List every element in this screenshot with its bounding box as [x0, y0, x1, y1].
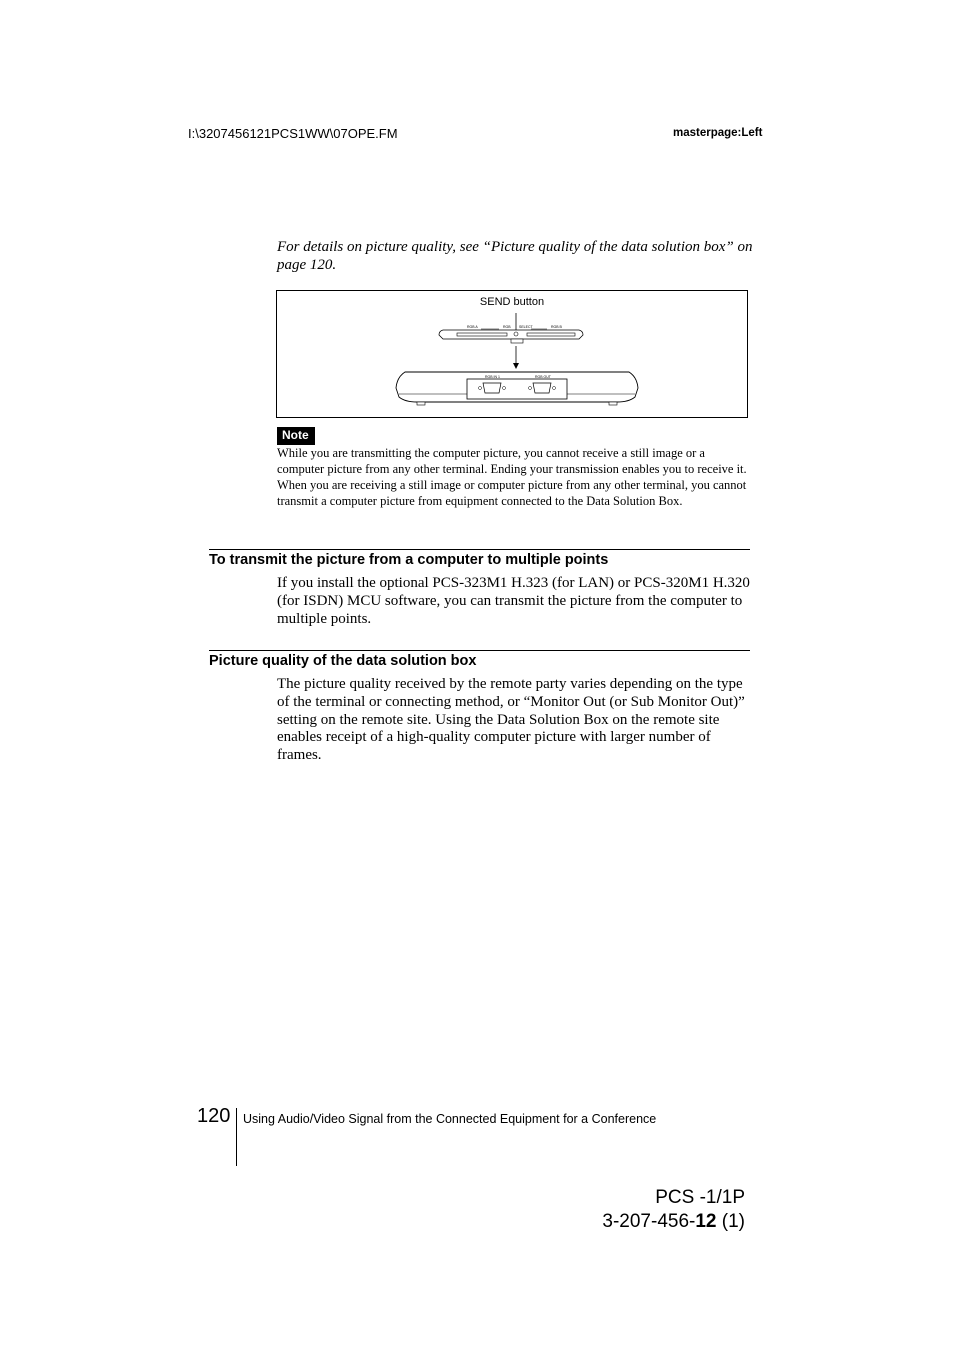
footer-title: Using Audio/Video Signal from the Connected Equipment for a Conference [243, 1112, 657, 1126]
part-number-suffix: (1) [716, 1211, 745, 1232]
section-divider [209, 650, 750, 651]
section-body-picture-quality: The picture quality received by the remote party varies depending on the type of the terminal or connecting method, or “Monitor Out (or Sub Monitor Out)” setting on the remote site. Using the Data Solution Box on the remote site enables receipt of a high-quality computer picture with larger number of frames. [277, 676, 745, 764]
part-number-prefix: 3-207-456- [602, 1211, 696, 1232]
panel-label-rgb-a: RGB A [467, 325, 478, 329]
reference-note: For details on picture quality, see “Picture quality of the data solution box” on page 120. [277, 239, 753, 273]
section-divider [209, 549, 750, 550]
send-button-label: SEND button [479, 296, 545, 308]
note-text: While you are transmitting the computer picture, you cannot receive a still image or a computer picture from any other terminal. Ending your transmission enables you to receive it. When you are receiving a still image or computer picture from any other terminal, you cannot transmit a computer picture from equipment connected to the Data Solution Box. [277, 446, 747, 508]
part-number [602, 1210, 745, 1234]
part-number-bold: 12 [695, 1211, 717, 1232]
model-number: PCS -1/1P [655, 1187, 745, 1208]
port-label-rgb-out: RGB OUT [535, 375, 551, 379]
panel-label-rgb-b: RGB B [551, 325, 562, 329]
page-number: 120 [197, 1105, 231, 1127]
port-label-rgb-in-1: RGB IN 1 [485, 375, 500, 379]
section-heading-picture-quality: Picture quality of the data solution box [209, 653, 477, 669]
note-badge: Note [277, 427, 315, 445]
panel-label-rgb: RGB [503, 325, 511, 329]
section-heading-multipoint: To transmit the picture from a computer to multiple points [209, 552, 609, 568]
data-solution-box-illustration [277, 291, 749, 419]
device-figure [276, 290, 748, 418]
masterpage-label: masterpage:Left [673, 127, 763, 139]
file-path: I:\3207456121PCS1WW\07OPE.FM [188, 126, 398, 141]
section-body-multipoint: If you install the optional PCS-323M1 H.323 (for LAN) or PCS-320M1 H.320 (for ISDN) MCU software, you can transmit the picture from the computer to multiple points. [277, 575, 750, 627]
footer-divider [236, 1108, 237, 1166]
panel-label-select: SELECT [519, 325, 533, 329]
